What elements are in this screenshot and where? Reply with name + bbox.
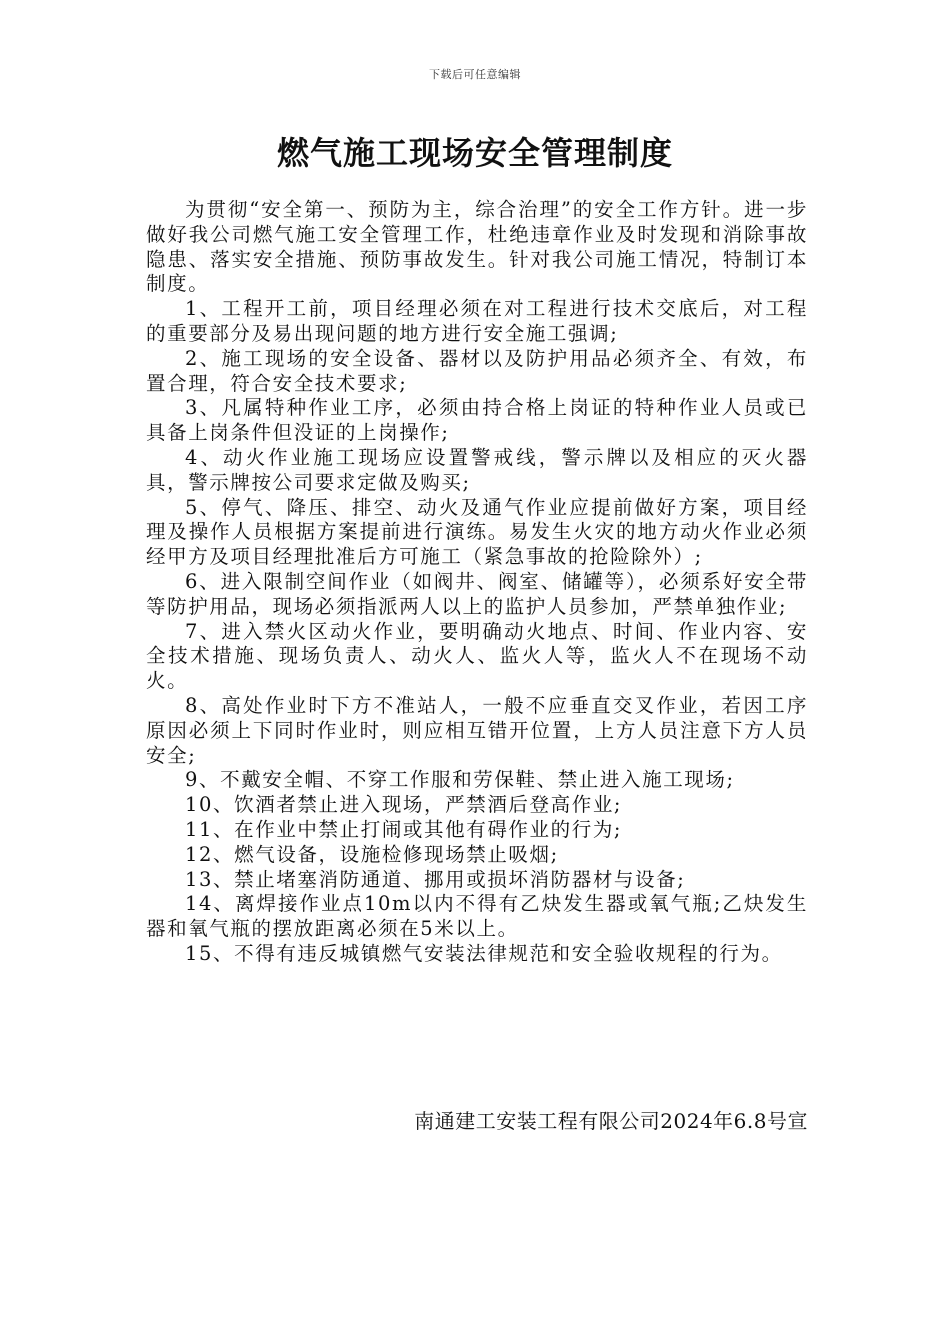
document-title: 燃气施工现场安全管理制度 (276, 134, 673, 172)
rule-item: 3、凡属特种作业工序，必须由持合格上岗证的特种作业人员或已具备上岗条件但没证的上岗操作; (146, 396, 808, 445)
document-body (146, 198, 808, 967)
rule-item: 11、在作业中禁止打闹或其他有碍作业的行为; (185, 817, 623, 841)
intro-paragraph: 为贯彻“安全第一、预防为主，综合治理”的安全工作方针。进一步做好我公司燃气施工安全管理工作，杜绝违章作业及时发现和消除事故隐患、落实安全措施、预防事故发生。针对我公司施工情况，特制订本制度。 (146, 198, 808, 296)
rule-item: 1、工程开工前，项目经理必须在对工程进行技术交底后，对工程的重要部分及易出现问题的地方进行安全施工强调; (146, 297, 808, 345)
rule-item: 12、燃气设备，设施检修现场禁止吸烟; (185, 842, 559, 866)
rule-item: 6、进入限制空间作业（如阀井、阀室、储罐等），必须系好安全带等防护用品，现场必须指派两人以上的监护人员参加，严禁单独作业; (146, 569, 808, 618)
rule-item: 9、不戴安全帽、不穿工作服和劳保鞋、禁止进入施工现场; (185, 768, 735, 792)
page-header-note: 下载后可任意编辑 (429, 68, 521, 81)
rule-item: 10、饮酒者禁止进入现场，严禁酒后登高作业; (185, 793, 623, 817)
rule-item: 13、禁止堵塞消防通道、挪用或损坏消防器材与设备; (185, 867, 686, 891)
rule-item: 15、不得有违反城镇燃气安装法律规范和安全验收规程的行为。 (185, 941, 783, 965)
rule-item: 7、进入禁火区动火作业，要明确动火地点、时间、作业内容、安全技术措施、现场负责人、动火人、监火人等，监火人不在现场不动火。 (146, 619, 808, 693)
rule-item: 8、高处作业时下方不准站人，一般不应垂直交叉作业，若因工序原因必须上下同时作业时，则应相互错开位置，上方人员注意下方人员安全; (146, 693, 808, 767)
rule-item: 14、离焊接作业点10m以内不得有乙炔发生器或氧气瓶;乙炔发生器和氧气瓶的摆放距离必须在5米以上。 (146, 892, 808, 941)
company-signature: 南通建工安装工程有限公司2024年6.8号宣 (414, 1109, 808, 1133)
rule-item: 5、停气、降压、排空、动火及通气作业应提前做好方案，项目经理及操作人员根据方案提前进行演练。易发生火灾的地方动火作业必须经甲方及项目经理批准后方可施工（紧急事故的抢险除外）; (146, 495, 808, 569)
rule-item: 2、施工现场的安全设备、器材以及防护用品必须齐全、有效，布置合理，符合安全技术要求; (146, 346, 808, 395)
rule-item: 4、动火作业施工现场应设置警戒线，警示牌以及相应的灭火器具，警示牌按公司要求定做及购买; (146, 445, 808, 494)
